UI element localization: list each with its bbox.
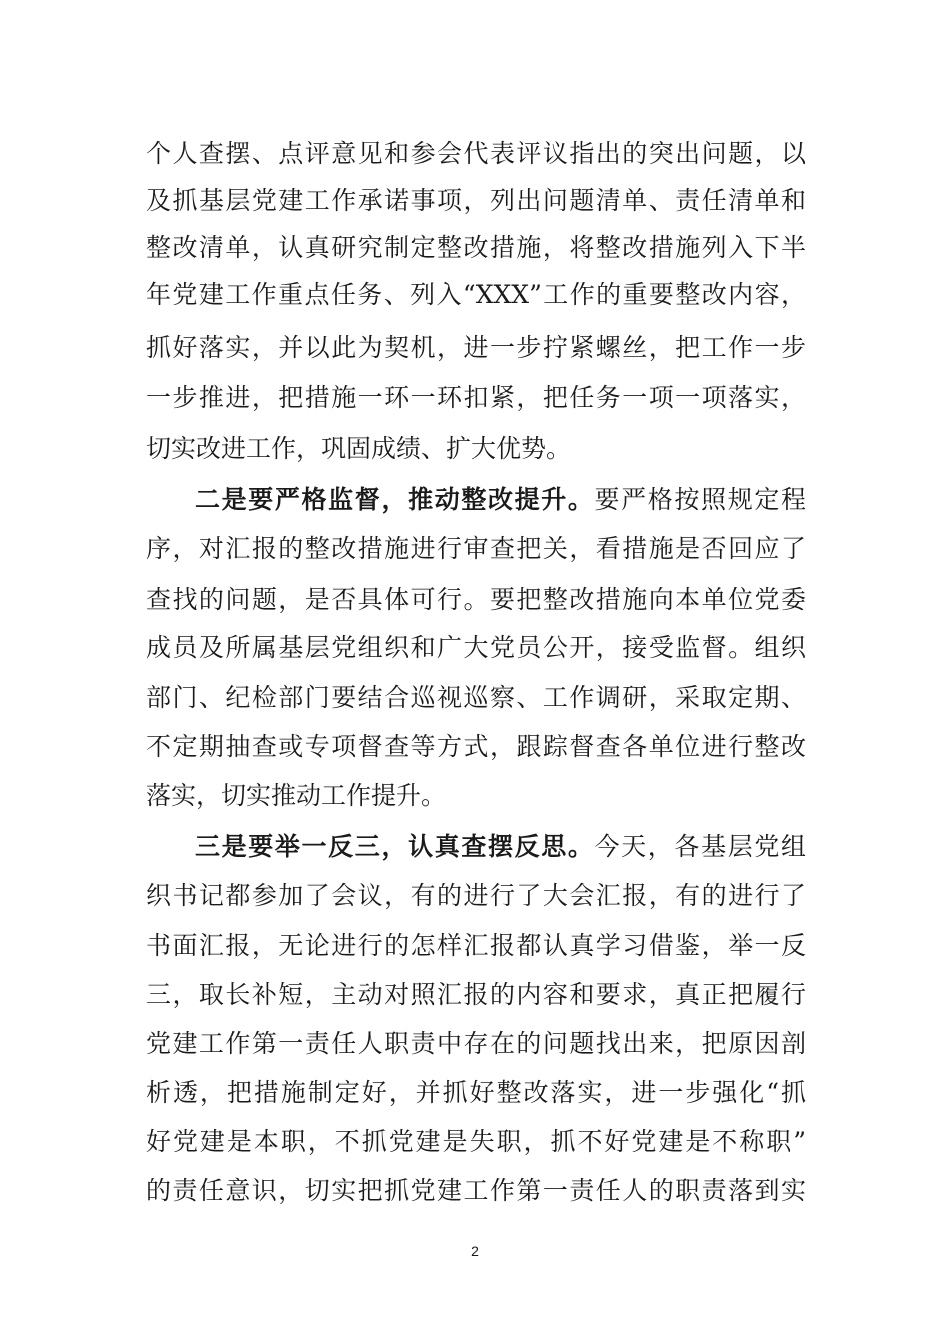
paragraph-1-line-1: 个人查摆、点评意见和参会代表评议指出的突出问题，以 xyxy=(146,139,806,168)
paragraph-3-first-line xyxy=(195,827,806,867)
paragraph-3-line-3: 书面汇报，无论进行的怎样汇报都认真学习借鉴，举一反 xyxy=(146,931,806,960)
page-number: 2 xyxy=(471,1243,479,1259)
paragraph-1-line-3: 整改清单，认真研究制定整改措施，将整改措施列入下半 xyxy=(146,233,806,262)
paragraph-2-line-2: 序，对汇报的整改措施进行审查把关，看措施是否回应了 xyxy=(146,534,806,563)
paragraph-2-line-3: 查找的问题，是否具体可行。要把整改措施向本单位党委 xyxy=(146,585,806,614)
paragraph-2-line-5: 部门、纪检部门要结合巡视巡察、工作调研，采取定期、 xyxy=(146,683,806,712)
paragraph-2-heading: 二是要严格监督，推动整改提升。 xyxy=(195,485,595,514)
paragraph-2-line-4: 成员及所属基层党组织和广大党员公开，接受监督。组织 xyxy=(146,633,806,662)
paragraph-3-first-line-rest: 今天，各基层党组 xyxy=(594,832,806,861)
paragraph-3-line-5: 党建工作第一责任人职责中存在的问题找出来，把原因剖 xyxy=(146,1029,806,1058)
paragraph-3-line-4: 三，取长补短，主动对照汇报的内容和要求，真正把履行 xyxy=(146,980,806,1009)
paragraph-2-first-line-rest: 要严格按照规定程 xyxy=(594,485,806,514)
paragraph-1-line-2: 及抓基层党建工作承诺事项，列出问题清单、责任清单和 xyxy=(146,186,806,215)
paragraph-1-line-7: 切实改进工作，巩固成绩、扩大优势。 xyxy=(146,434,572,463)
paragraph-3-line-7: 好党建是本职，不抓党建是失职，抓不好党建是不称职” xyxy=(146,1127,806,1156)
paragraph-1-line-4: 年党建工作重点任务、列入“XXX”工作的重要整改内容， xyxy=(146,280,806,309)
paragraph-3-line-6: 析透，把措施制定好，并抓好整改落实，进一步强化“抓 xyxy=(146,1078,806,1107)
paragraph-1-line-6: 一步推进，把措施一环一环扣紧，把任务一项一项落实， xyxy=(146,383,806,412)
paragraph-2-line-6: 不定期抽查或专项督查等方式，跟踪督查各单位进行整改 xyxy=(146,732,806,761)
paragraph-2-line-7: 落实，切实推动工作提升。 xyxy=(146,781,447,810)
paragraph-2-first-line xyxy=(195,480,806,520)
paragraph-3-line-2: 织书记都参加了会议，有的进行了大会汇报，有的进行了 xyxy=(146,881,806,910)
paragraph-3-heading: 三是要举一反三，认真查摆反思。 xyxy=(195,832,595,861)
paragraph-1-line-5: 抓好落实，并以此为契机，进一步拧紧螺丝，把工作一步 xyxy=(146,333,806,362)
paragraph-3-line-8: 的责任意识，切实把抓党建工作第一责任人的职责落到实 xyxy=(146,1176,806,1205)
